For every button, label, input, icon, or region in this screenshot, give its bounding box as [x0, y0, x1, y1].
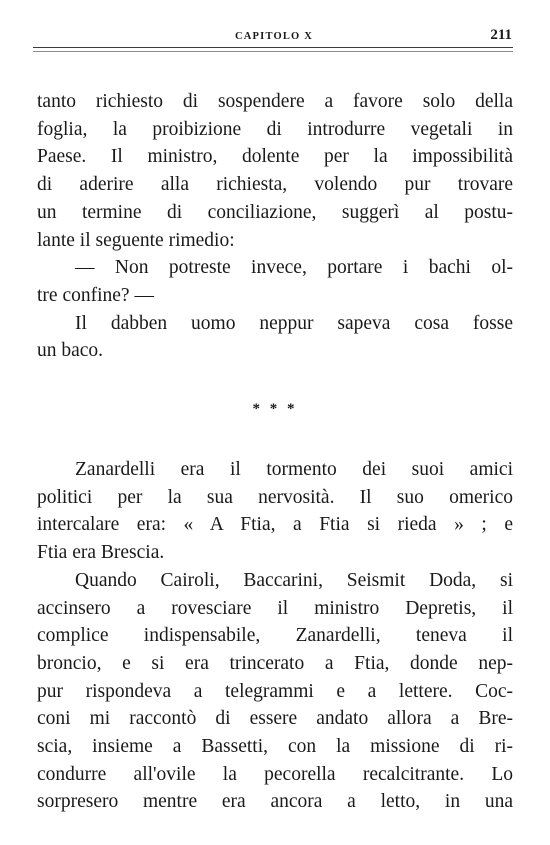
text-line: Il dabben uomo neppur sapeva cosa fosse	[75, 312, 513, 334]
text-line: lante il seguente rimedio:	[37, 229, 235, 251]
paragraph	[37, 254, 513, 309]
text-line: broncio, e si era trincerato a Ftia, donde nep-	[37, 652, 513, 674]
paragraph	[37, 88, 513, 254]
text-line: Paese. Il ministro, dolente per la impossibilità	[37, 146, 513, 168]
paragraph	[37, 567, 513, 816]
body-text-section-2	[37, 456, 513, 816]
text-line: complice indispensabile, Zanardelli, teneva il	[37, 625, 513, 647]
text-line: coni mi raccontò di essere andato allora a Bre-	[37, 708, 513, 730]
text-line: tre confine? —	[37, 284, 154, 306]
text-line: pur rispondeva a telegrammi e a lettere. Coc-	[37, 680, 513, 702]
header-rule-thin	[33, 51, 513, 52]
paragraph	[37, 456, 513, 567]
text-line: Ftia era Brescia.	[37, 542, 165, 564]
text-line: scia, insieme a Bassetti, con la missione di ri-	[37, 736, 513, 758]
text-line: condurre all'ovile la pecorella recalcitrante. Lo	[37, 763, 513, 785]
header-rule	[33, 47, 513, 48]
page-number: 211	[490, 27, 512, 43]
text-line: sorpresero mentre era ancora a letto, in una	[37, 791, 513, 813]
running-head	[36, 27, 512, 47]
text-line: un baco.	[37, 340, 104, 362]
text-line: di aderire alla richiesta, volendo pur trovare	[37, 174, 513, 196]
text-line: — Non potreste invece, portare i bachi ol-	[75, 257, 513, 279]
text-line: un termine di conciliazione, suggerì al postu-	[37, 201, 513, 223]
section-separator: * * *	[252, 401, 298, 417]
text-line: accinsero a rovesciare il ministro Depretis, il	[37, 597, 513, 619]
text-line: intercalare era: « A Ftia, a Ftia si rieda » ; e	[37, 514, 513, 536]
text-line: politici per la sua nervosità. Il suo omerico	[37, 486, 513, 508]
text-line: foglia, la proibizione di introdurre vegetali in	[37, 118, 513, 140]
text-line: tanto richiesto di sospendere a favore solo della	[37, 91, 513, 112]
body-text-section-1	[37, 88, 513, 365]
chapter-title: CAPITOLO X	[234, 31, 314, 42]
paragraph	[37, 310, 513, 365]
text-line: Zanardelli era il tormento dei suoi amici	[75, 459, 513, 480]
text-line: Quando Cairoli, Baccarini, Seismit Doda, si	[75, 569, 513, 591]
